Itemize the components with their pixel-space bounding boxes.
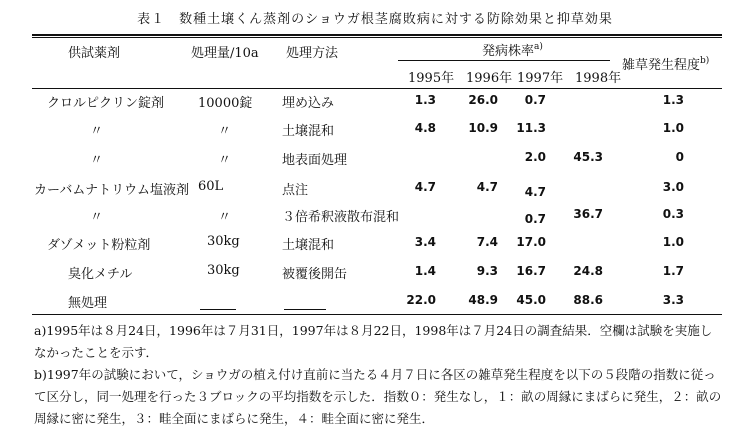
footnote-a: a)1995年は８月24日，1996年は７月31日，1997年は８月22日，1998年は７月24日の調査結果．空欄は試験を実施しなかったことを示す． <box>34 323 713 360</box>
row-4-agent: カーバムナトリウム塩液剤 <box>34 183 189 198</box>
header-year-1995: 1995年 <box>408 71 455 86</box>
header-agent: 供試薬剤 <box>68 46 121 61</box>
top-rule-inner <box>32 37 722 38</box>
top-rule <box>32 34 722 36</box>
header-amount: 処理量/10a <box>191 46 259 61</box>
header-incidence <box>482 40 543 59</box>
row-3-weed: 0 <box>675 150 684 164</box>
row-4-1997: 4.7 <box>524 185 546 199</box>
row-2-1995: 4.8 <box>414 121 436 135</box>
row-7-1998: 24.8 <box>573 264 603 278</box>
header-weed-label: 雑草発生程度 <box>622 58 701 73</box>
header-year-1996: 1996年 <box>466 71 513 86</box>
row-3-method: 地表面処理 <box>282 153 348 168</box>
row-8-1996: 48.9 <box>468 293 498 307</box>
row-8-1998: 88.6 <box>573 293 603 307</box>
header-weed-sup: b) <box>700 56 710 66</box>
row-7-method: 被覆後開缶 <box>282 267 348 282</box>
row-4-weed: 3.0 <box>662 180 684 194</box>
row-1-1996: 26.0 <box>468 93 498 107</box>
row-6-1995: 3.4 <box>414 235 436 249</box>
row-2-amount: 〃 <box>218 124 232 139</box>
row-1-agent: クロルピクリン錠剤 <box>47 96 165 111</box>
row-8-amount-dash <box>200 299 236 318</box>
row-8-method-dash <box>284 299 326 318</box>
table-title: 表１ 数種土壌くん蒸剤のショウガ根茎腐敗病に対する防除効果と抑草効果 <box>137 12 613 27</box>
row-3-agent: 〃 <box>90 153 104 168</box>
row-1-weed: 1.3 <box>662 93 684 107</box>
row-4-1995: 4.7 <box>414 180 436 194</box>
row-7-1995: 1.4 <box>414 264 436 278</box>
row-6-method: 土壌混和 <box>282 238 335 253</box>
header-method: 処理方法 <box>286 46 339 61</box>
row-5-1997: 0.7 <box>524 212 546 226</box>
row-6-1997: 17.0 <box>516 235 546 249</box>
row-2-agent: 〃 <box>90 124 104 139</box>
row-6-weed: 1.0 <box>662 235 684 249</box>
header-weed <box>622 54 709 73</box>
row-1-amount: 10000錠 <box>198 96 253 111</box>
row-1-method: 埋め込み <box>282 96 335 111</box>
row-7-1996: 9.3 <box>476 264 498 278</box>
row-5-weed: 0.3 <box>662 207 684 221</box>
row-5-agent: 〃 <box>90 210 104 225</box>
header-year-1997: 1997年 <box>517 71 564 86</box>
row-8-1995: 22.0 <box>406 293 436 307</box>
row-3-amount: 〃 <box>218 153 232 168</box>
row-8-agent: 無処理 <box>68 296 108 311</box>
row-1-1995: 1.3 <box>414 93 436 107</box>
row-1-1997: 0.7 <box>524 93 546 107</box>
header-incidence-label: 発病株率 <box>482 44 535 59</box>
row-2-method: 土壌混和 <box>282 124 335 139</box>
row-4-method: 点注 <box>282 183 309 198</box>
row-7-weed: 1.7 <box>662 264 684 278</box>
incidence-subrule <box>398 60 610 61</box>
row-3-1997: 2.0 <box>524 150 546 164</box>
row-2-1997: 11.3 <box>516 121 546 135</box>
row-7-1997: 16.7 <box>516 264 546 278</box>
header-bottom-rule <box>32 88 722 89</box>
row-6-agent: ダゾメット粉粒剤 <box>47 238 151 253</box>
row-2-weed: 1.0 <box>662 121 684 135</box>
row-4-1996: 4.7 <box>476 180 498 194</box>
row-4-amount: 60L <box>198 179 224 194</box>
row-5-1998: 36.7 <box>573 207 603 221</box>
row-7-agent: 臭化メチル <box>68 267 133 282</box>
row-8-weed: 3.3 <box>662 293 684 307</box>
bottom-rule <box>32 314 722 315</box>
row-6-amount: 30kg <box>207 234 240 249</box>
row-5-amount: 〃 <box>218 210 232 225</box>
row-7-amount: 30kg <box>207 263 240 278</box>
row-2-1996: 10.9 <box>468 121 498 135</box>
row-6-1996: 7.4 <box>476 235 498 249</box>
row-5-method: ３倍希釈液散布混和 <box>282 210 400 225</box>
header-incidence-sup: a) <box>534 42 543 52</box>
header-year-1998: 1998年 <box>575 71 622 86</box>
row-3-1998: 45.3 <box>573 150 603 164</box>
row-8-1997: 45.0 <box>516 293 546 307</box>
footnote-b: b)1997年の試験において，ショウガの植え付け直前に当たる４月７日に各区の雑草発生程度を以下の５段階の指数に従って区分し，同一処理を行った３ブロックの平均指数を示した．指数０：発生なし，１：畝の周縁にまばらに発生，２：畝の周縁に密に発生，３：畦全面にまばらに発生，４：畦全面に密に発生． <box>34 367 722 426</box>
